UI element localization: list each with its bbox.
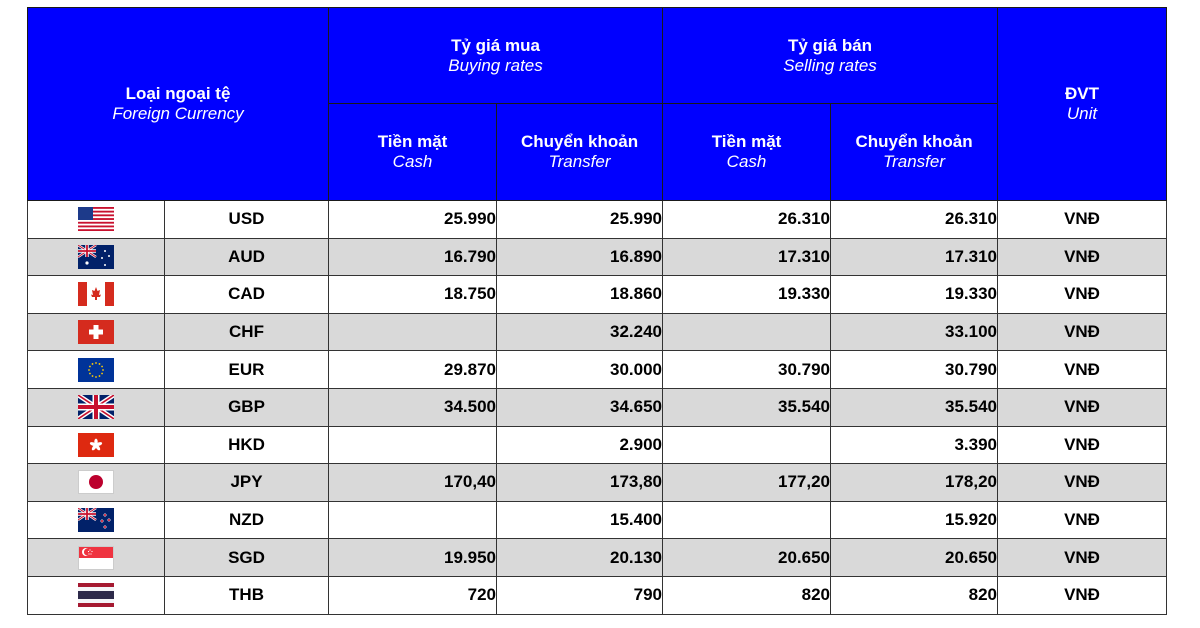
buy-cash-value: 170,40: [329, 464, 497, 502]
sell-cash-header-vi: Tiền mặt: [711, 132, 782, 151]
buy-transfer-header-vi: Chuyển khoản: [520, 132, 639, 151]
table-row: [28, 313, 1167, 351]
currency-code: USD: [165, 201, 329, 239]
selling-rates-header: [663, 8, 998, 104]
sell-transfer-value: 20.650: [831, 539, 998, 577]
buy-cash-value: [329, 313, 497, 351]
sell-transfer-value: 26.310: [831, 201, 998, 239]
sell-cash-value: 17.310: [663, 238, 831, 276]
table-row: [28, 351, 1167, 389]
au-flag-icon: [78, 245, 114, 269]
flag-cell: [28, 276, 165, 314]
unit-value: VNĐ: [998, 313, 1167, 351]
rate-rows: [28, 201, 1167, 615]
ch-flag-icon: [78, 320, 114, 344]
buy-cash-value: 34.500: [329, 388, 497, 426]
buying-rates-header: [329, 8, 663, 104]
sell-cash-value: 820: [663, 576, 831, 614]
currency-code: CHF: [165, 313, 329, 351]
flag-cell: [28, 426, 165, 464]
unit-header-vi: ĐVT: [1065, 84, 1100, 103]
flag-cell: [28, 539, 165, 577]
sell-cash-value: 35.540: [663, 388, 831, 426]
sell-transfer-header: [831, 104, 998, 201]
unit-value: VNĐ: [998, 238, 1167, 276]
sg-flag-icon: [78, 546, 114, 570]
currency-code: JPY: [165, 464, 329, 502]
jp-flag-icon: [78, 470, 114, 494]
sell-cash-value: [663, 501, 831, 539]
buy-cash-header-en: Cash: [392, 152, 433, 171]
table-row: [28, 539, 1167, 577]
table-row: [28, 201, 1167, 239]
flag-cell: [28, 238, 165, 276]
th-flag-icon: [78, 583, 114, 607]
flag-cell: [28, 201, 165, 239]
buy-cash-value: 16.790: [329, 238, 497, 276]
buy-cash-value: 25.990: [329, 201, 497, 239]
sell-transfer-header-vi: Chuyển khoản: [855, 132, 973, 151]
currency-code: EUR: [165, 351, 329, 389]
selling-header-vi: Tỷ giá bán: [787, 35, 873, 55]
currency-header-en: Foreign Currency: [112, 104, 244, 123]
currency-header-vi: Loại ngoại tệ: [125, 84, 231, 103]
buy-transfer-value: 16.890: [497, 238, 663, 276]
buy-transfer-value: 34.650: [497, 388, 663, 426]
unit-value: VNĐ: [998, 539, 1167, 577]
buy-cash-value: [329, 501, 497, 539]
buy-cash-value: [329, 426, 497, 464]
currency-code: NZD: [165, 501, 329, 539]
buying-header-en: Buying rates: [448, 55, 543, 75]
table-row: [28, 276, 1167, 314]
table-row: [28, 501, 1167, 539]
sell-transfer-value: 820: [831, 576, 998, 614]
table-row: [28, 238, 1167, 276]
sell-transfer-value: 30.790: [831, 351, 998, 389]
unit-header-en: Unit: [1066, 104, 1098, 123]
sell-cash-header-en: Cash: [726, 152, 767, 171]
buy-transfer-value: 30.000: [497, 351, 663, 389]
buy-transfer-value: 2.900: [497, 426, 663, 464]
buy-cash-value: 720: [329, 576, 497, 614]
unit-value: VNĐ: [998, 426, 1167, 464]
unit-value: VNĐ: [998, 388, 1167, 426]
sell-transfer-value: 3.390: [831, 426, 998, 464]
unit-header: [998, 8, 1167, 201]
buy-transfer-value: 20.130: [497, 539, 663, 577]
sell-cash-value: 26.310: [663, 201, 831, 239]
nz-flag-icon: [78, 508, 114, 532]
us-flag-icon: [78, 207, 114, 231]
sell-cash-value: 177,20: [663, 464, 831, 502]
currency-code: CAD: [165, 276, 329, 314]
buy-transfer-value: 15.400: [497, 501, 663, 539]
sell-transfer-value: 15.920: [831, 501, 998, 539]
unit-value: VNĐ: [998, 276, 1167, 314]
selling-header-en: Selling rates: [783, 55, 877, 75]
currency-code: THB: [165, 576, 329, 614]
hk-flag-icon: [78, 433, 114, 457]
buy-cash-value: 18.750: [329, 276, 497, 314]
sell-transfer-value: 33.100: [831, 313, 998, 351]
table-row: [28, 576, 1167, 614]
flag-cell: [28, 351, 165, 389]
currency-code: GBP: [165, 388, 329, 426]
ca-flag-icon: [78, 282, 114, 306]
table-row: [28, 388, 1167, 426]
currency-code: HKD: [165, 426, 329, 464]
buy-transfer-value: 18.860: [497, 276, 663, 314]
buy-cash-header: [329, 104, 497, 201]
sell-transfer-header-en: Transfer: [882, 152, 946, 171]
buy-transfer-header: [497, 104, 663, 201]
buy-transfer-value: 25.990: [497, 201, 663, 239]
sell-transfer-value: 19.330: [831, 276, 998, 314]
sell-transfer-value: 178,20: [831, 464, 998, 502]
sell-cash-value: 20.650: [663, 539, 831, 577]
flag-cell: [28, 501, 165, 539]
currency-code: AUD: [165, 238, 329, 276]
exchange-rate-table: [27, 7, 1167, 615]
unit-value: VNĐ: [998, 351, 1167, 389]
sell-transfer-value: 17.310: [831, 238, 998, 276]
buy-transfer-value: 32.240: [497, 313, 663, 351]
table-row: [28, 464, 1167, 502]
sell-cash-value: [663, 313, 831, 351]
unit-value: VNĐ: [998, 201, 1167, 239]
buy-cash-header-vi: Tiền mặt: [377, 132, 448, 151]
buy-transfer-value: 173,80: [497, 464, 663, 502]
sell-transfer-value: 35.540: [831, 388, 998, 426]
buy-transfer-header-en: Transfer: [548, 152, 611, 171]
currency-header: [28, 8, 329, 201]
gb-flag-icon: [78, 395, 114, 419]
sell-cash-header: [663, 104, 831, 201]
flag-cell: [28, 464, 165, 502]
unit-value: VNĐ: [998, 576, 1167, 614]
buying-header-vi: Tỷ giá mua: [451, 35, 540, 55]
sell-cash-value: 30.790: [663, 351, 831, 389]
sell-cash-value: 19.330: [663, 276, 831, 314]
flag-cell: [28, 313, 165, 351]
table-row: [28, 426, 1167, 464]
sell-cash-value: [663, 426, 831, 464]
currency-code: SGD: [165, 539, 329, 577]
unit-value: VNĐ: [998, 501, 1167, 539]
buy-cash-value: 29.870: [329, 351, 497, 389]
flag-cell: [28, 576, 165, 614]
buy-cash-value: 19.950: [329, 539, 497, 577]
buy-transfer-value: 790: [497, 576, 663, 614]
flag-cell: [28, 388, 165, 426]
unit-value: VNĐ: [998, 464, 1167, 502]
eu-flag-icon: [78, 358, 114, 382]
